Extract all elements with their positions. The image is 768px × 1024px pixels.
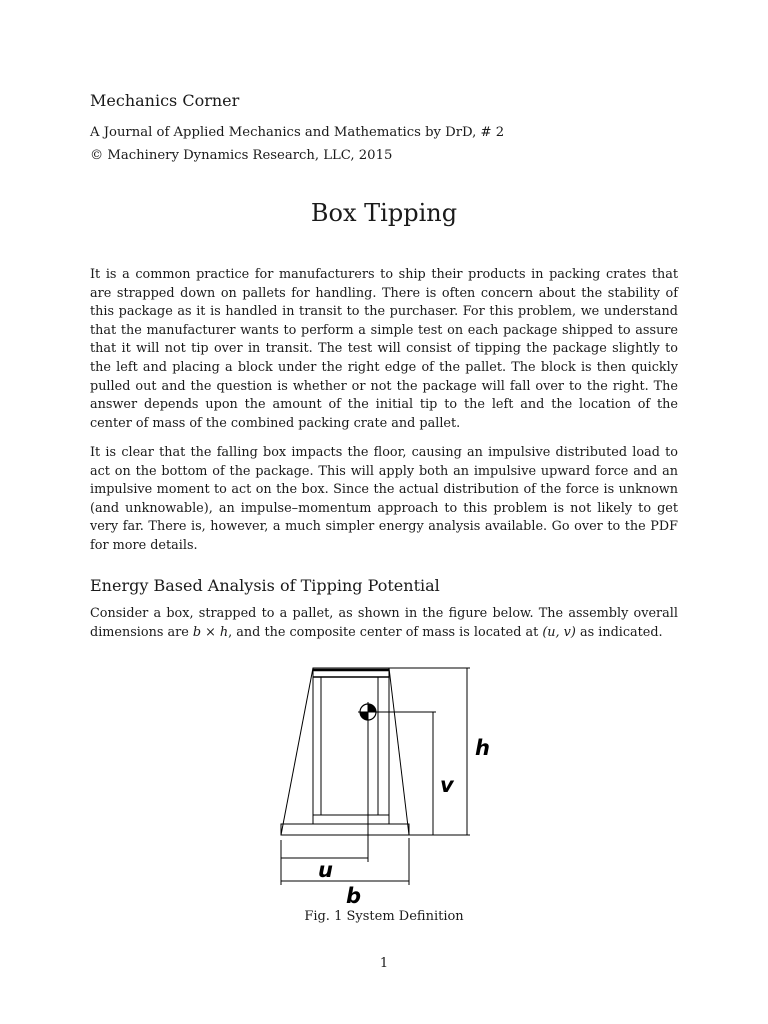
section-heading: Energy Based Analysis of Tipping Potential (90, 576, 440, 595)
label-u: u (318, 858, 333, 882)
setup-text-2: , and the composite center of mass is located at (228, 624, 543, 640)
journal-subtitle: A Journal of Applied Mechanics and Mathematics by DrD, # 2 (90, 125, 505, 140)
system-definition-figure (270, 660, 510, 910)
paragraph-intro: It is a common practice for manufacturers to ship their products in packing crates that are strapped down on pallets for handling. There is often concern about the stability of this package as it is handled in transit to the purchaser. For this problem, we understand that the manufacturer wants to perform a simple test on each package shipped to assure that it will not tip over in transit. The test will consist of tipping the package slightly to the left and placing a block under the right edge of the pallet. The block is then quickly pulled out and the question is whether or not the package will fall over to the right. The answer depends upon the amount of the initial tip to the left and the location of the center of mass of the combined packing crate and pallet. (90, 267, 678, 431)
label-v: v (440, 773, 454, 797)
center-of-mass-icon (358, 702, 378, 722)
setup-text-1: Consider a box, strapped to a pallet, as shown in the figure below. The assembly overall dimensions are (90, 606, 678, 640)
paragraph-setup (90, 605, 678, 642)
pallet (281, 824, 409, 835)
copyright-line: © Machinery Dynamics Research, LLC, 2015 (90, 148, 393, 163)
label-b: b (346, 884, 362, 908)
series-title: Mechanics Corner (90, 91, 240, 110)
paragraph-impulse: It is clear that the falling box impacts the floor, causing an impulsive distributed load to act on the bottom of the package. This will apply both an impulsive upward force and an impulsive moment to act on the box. Since the actual distribution of the force is unknown (and unknowable), an impulse–momentum approach to this problem is not likely to get very far. There is, however, a much simpler energy analysis available. Go over to the PDF for more details. (90, 445, 678, 553)
dimensions-expression: b × h (192, 624, 229, 640)
strap-right (389, 668, 409, 835)
center-of-mass-coords: (u, v) (542, 624, 576, 640)
setup-text-3: as indicated. (575, 624, 663, 640)
figure-caption: Fig. 1 System Definition (304, 909, 464, 924)
strap-left (281, 668, 313, 835)
page-number: 1 (379, 956, 389, 971)
label-h: h (475, 736, 490, 760)
article-title: Box Tipping (310, 199, 458, 227)
